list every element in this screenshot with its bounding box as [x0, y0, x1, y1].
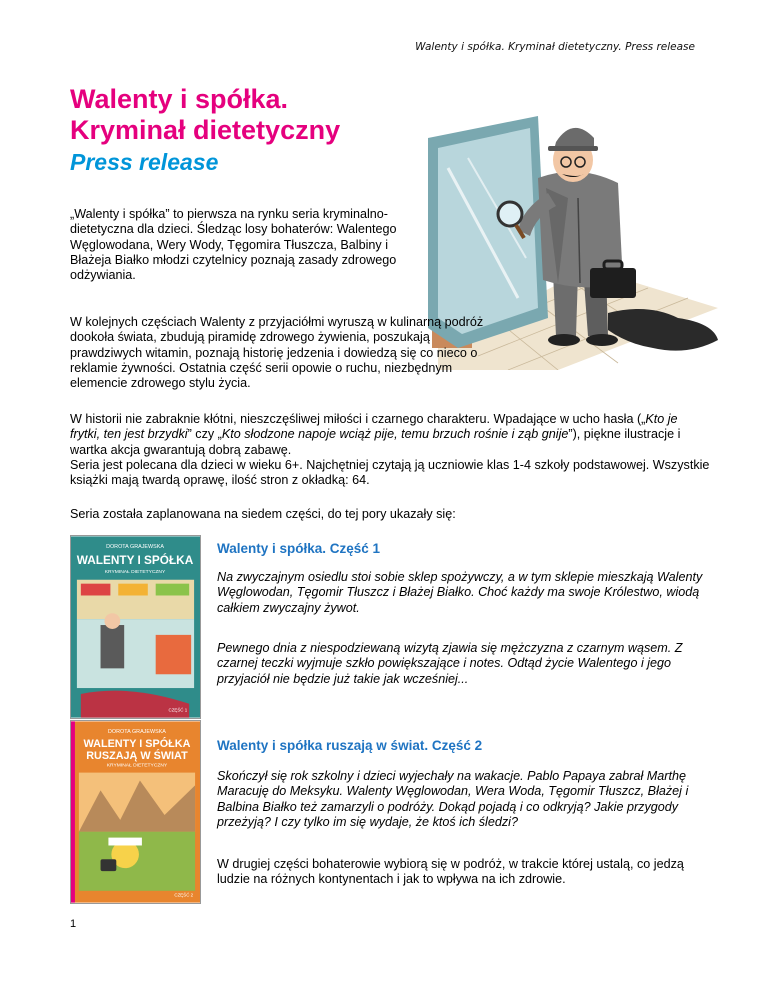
intro-paragraph-4: Seria została zaplanowana na siedem części, do tej pory ukazały się:	[70, 507, 456, 521]
intro-paragraph-2: W kolejnych częściach Walenty z przyjaciółmi wyruszą w kulinarną podróż dookoła świata, zbudują piramidę zdrowego żywienia, poszukają prawdziwych witamin, poznają historię jedzenia i dowiedzą się co nieco o reklamie żywności. Ostatnia część serii opowie o ruchu, niezbędnym elemencie zdrowego stylu życia.	[70, 315, 484, 391]
slogan-1: Kto je frytki, ten jest brzydki	[70, 412, 678, 442]
cover-2-subtitle: KRYMINAŁ DIETETYCZNY	[106, 763, 168, 769]
title-line-2: Kryminał dietetyczny	[70, 115, 341, 145]
title-line-1: Walenty i spółka.	[70, 84, 289, 114]
running-header: Walenty i spółka. Kryminał dietetyczny. Press release	[415, 41, 695, 53]
p3-text-b: ” czy „	[187, 427, 222, 442]
cover-1-subtitle: KRYMINAŁ DIETETYCZNY	[104, 569, 166, 575]
document-title	[70, 84, 430, 176]
book-1-description-1: Na zwyczajnym osiedlu stoi sobie sklep spożywczy, a w tym sklepie mieszkają Walenty Węglowodan, Tęgomir Tłuszcz i Błażej Białko. Choć każdy ma swoje Królestwo, wiodą całkiem zwyczajny żywot.	[217, 570, 703, 615]
book-2-description-1: Skończył się rok szkolny i dzieci wyjechały na wakacje. Pablo Papaya zabrał Marthę Maracuję do Meksyku. Walenty Węglowodan, Wera Woda, Tęgomir Tłuszcz, Błażej i Balbina Białko też zamarzyli o podróży. Dokąd pojadą i co odkryją? Jakie przygody przeżyją? I czy tylko im się wydaje, że ktoś ich śledzi?	[217, 769, 689, 829]
intro-paragraph-3	[70, 412, 710, 488]
intro-paragraph-1: „Walenty i spółka” to pierwsza na rynku seria kryminalno-dietetyczna dla dzieci. Śledząc losy bohaterów: Walentego Węglowodana, Wery Wody, Tęgomira Tłuszcza, Balbiny i Błażeja Białko młodzi czytelnicy poznają zasady zdrowego odżywiania.	[70, 207, 397, 283]
book-cover-1	[70, 535, 201, 719]
book-2-description-2: W drugiej części bohaterowie wybiorą się w podróż, w trakcie której ustalą, co jedzą ludzie na różnych kontynentach i jak to wpływa na ich zdrowie.	[217, 857, 684, 887]
cover-2-title-2: RUSZAJĄ W ŚWIAT	[86, 749, 188, 762]
cover-1-title: WALENTY I SPÓŁKA	[76, 552, 194, 567]
p3-text-c: ”), piękne ilustracje i wartka akcja gwarantują dobrą zabawę.	[70, 427, 681, 457]
book-cover-2	[70, 720, 201, 904]
p3-text-a: W historii nie zabraknie kłótni, nieszczęśliwej miłości i czarnego charakteru. Wpadające w ucho hasła („	[70, 412, 646, 426]
slogan-2: Kto słodzone napoje wciąż pije, temu brzuch rośnie i ząb gnije	[221, 427, 569, 442]
cover-2-author: DOROTA GRAJEWSKA	[108, 729, 166, 736]
cover-1-author: DOROTA GRAJEWSKA	[106, 544, 164, 551]
page-number: 1	[70, 918, 77, 930]
book-1-description-2: Pewnego dnia z niespodziewaną wizytą zjawia się mężczyzna z czarnym wąsem. Z czarnej teczki wyjmuje szkło powiększające i notes. Odtąd życie Walentego i jego przyjaciół nie będzie już takie jak wcześniej...	[217, 641, 683, 686]
cover-2-part: CZĘŚĆ 2	[174, 892, 194, 898]
cover-2-title-1: WALENTY I SPÓŁKA	[83, 738, 191, 751]
p3-text-d: Seria jest polecana dla dzieci w wieku 6+. Najchętniej czytają ją uczniowie klas 1-4 szkoły podstawowej. Wszystkie książki mają twardą oprawę, ilość stron z okładką: 64.	[70, 457, 710, 488]
cover-1-part: CZĘŚĆ 1	[168, 707, 188, 713]
book-1-heading: Walenty i spółka. Część 1	[217, 541, 381, 556]
book-2-heading: Walenty i spółka ruszają w świat. Część 2	[217, 738, 483, 753]
title-subtitle: Press release	[70, 149, 219, 175]
